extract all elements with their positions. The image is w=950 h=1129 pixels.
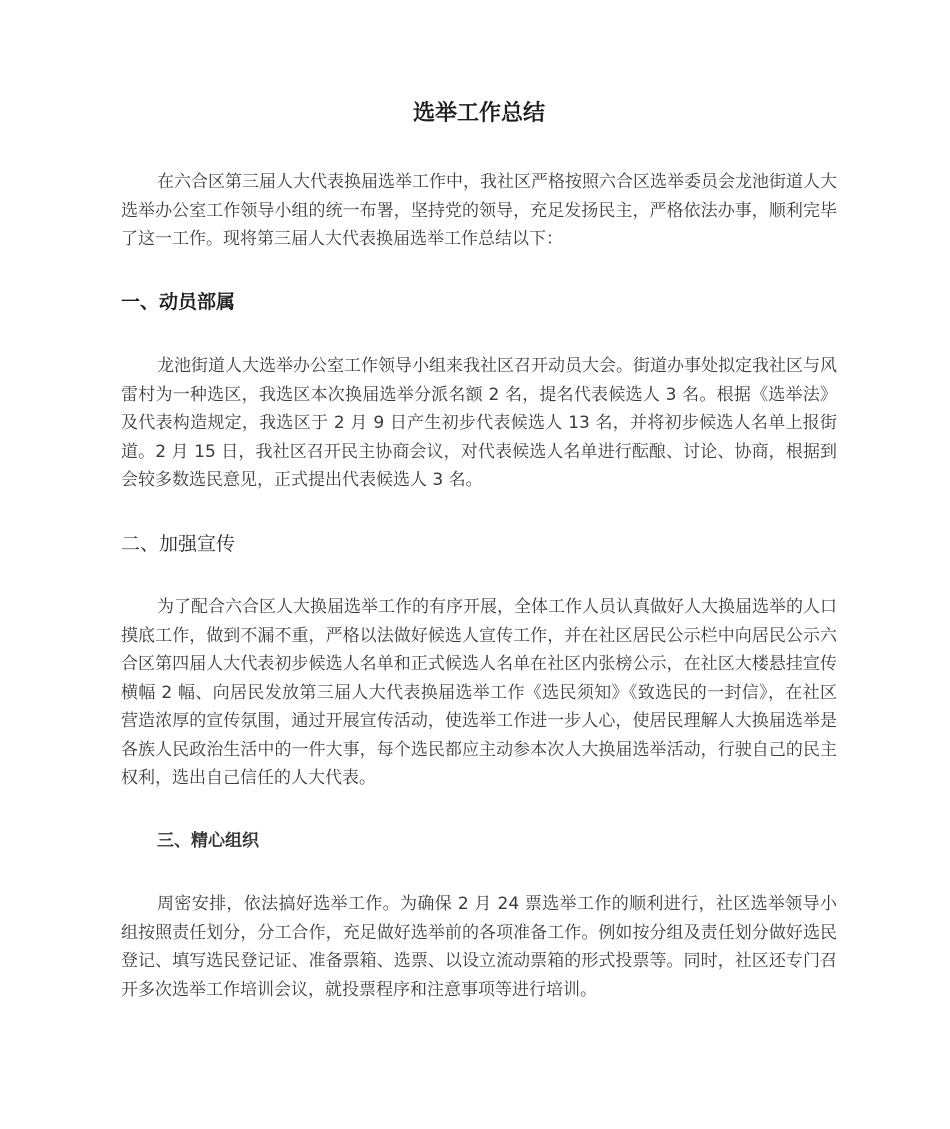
document-title: 选举工作总结 <box>412 101 545 126</box>
section-2-body: 为了配合六合区人大换届选举工作的有序开展，全体工作人员认真做好人大换届选举的人口摸底工作，做到不漏不重，严格以法做好候选人宣传工作，并在社区居民公示栏中向居民公示六合区第四届人大代表初步候选人名单和正式候选人名单在社区内张榜公示，在社区大楼悬挂宣传横幅 2 幅、向居民发放第三届人大代表换届选举工作《选民须知》《致选民的一封信》，在社区营造浓厚的宣传氛围，通过开展宣传活动，使选举工作进一步人心，使居民理解人大换届选举是各族人民政治生活中的一件大事，每个选民都应主动参本次人大换届选举活动，行驶自己的民主权利，选出自己信任的人大代表。 <box>121 597 837 788</box>
section-1-body: 龙池街道人大选举办公室工作领导小组来我社区召开动员大会。街道办事处拟定我社区与风雷村为一种选区，我选区本次换届选举分派名额 2 名，提名代表候选人 3 名。根据《选举法》及代表构造规定，我选区于 2 月 9 日产生初步代表候选人 13 名，并将初步候选人名单上报街道。2 月 15 日，我社区召开民主协商会议，对代表候选人名单进行酝酿、讨论、协商，根据到会较多数选民意见，正式提出代表候选人 3 名。 <box>121 356 837 490</box>
section-3-heading: 三、精心组织 <box>157 831 259 851</box>
section-1-heading: 一、动员部属 <box>121 291 236 313</box>
section-2-heading: 二、加强宣传 <box>121 533 236 555</box>
intro-paragraph: 在六合区第三届人大代表换届选举工作中，我社区严格按照六合区选举委员会龙池街道人大选举办公室工作领导小组的统一布署，坚持党的领导，充足发扬民主，严格依法办事，顺利完毕了这一工作。现将第三届人大代表换届选举工作总结以下： <box>121 172 837 249</box>
section-3-body: 周密安排，依法搞好选举工作。为确保 2 月 24 票选举工作的顺利进行，社区选举领导小组按照责任划分，分工合作，充足做好选举前的各项准备工作。例如按分组及责任划分做好选民登记、填写选民登记证、准备票箱、选票、以设立流动票箱的形式投票等。同时，社区还专门召开多次选举工作培训会议，就投票程序和注意事项等进行培训。 <box>121 894 837 1000</box>
